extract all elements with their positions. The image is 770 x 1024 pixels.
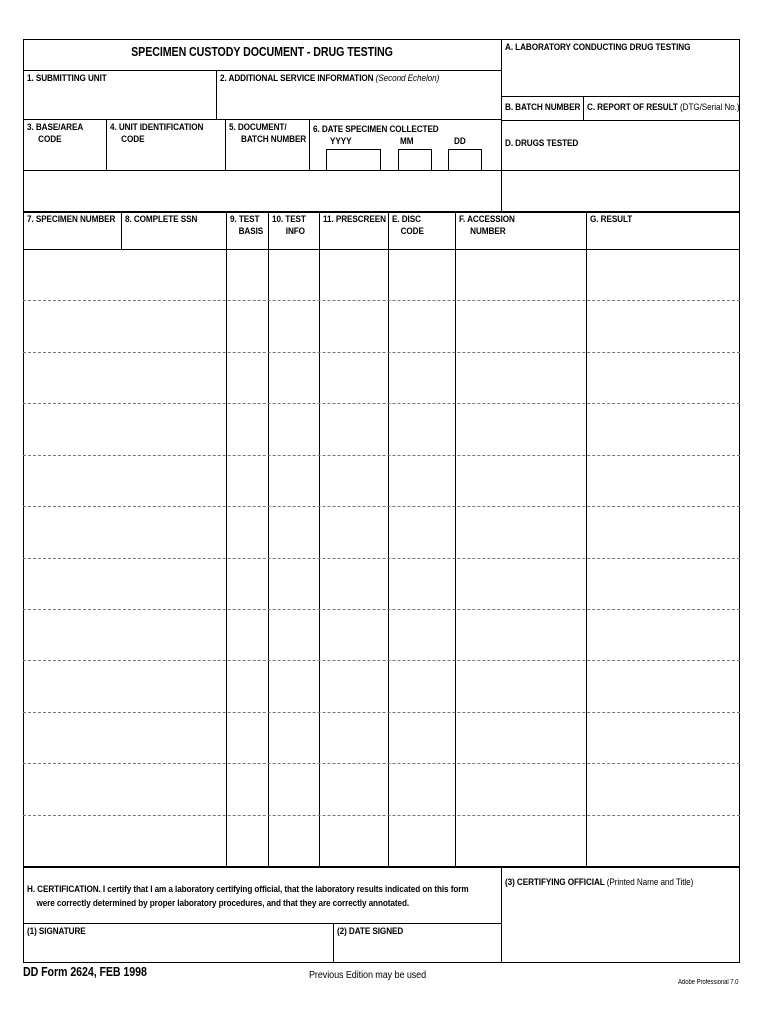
prescreen-cell[interactable] xyxy=(320,507,388,556)
col-f-line1: F. ACCESSION xyxy=(459,214,515,225)
official-field[interactable] xyxy=(502,892,739,962)
prescreen-cell[interactable] xyxy=(320,301,388,350)
specimen-ssn-cell[interactable] xyxy=(24,610,226,659)
test-info-cell[interactable] xyxy=(269,816,319,865)
test-basis-cell[interactable] xyxy=(227,816,268,865)
signature-label: (1) SIGNATURE xyxy=(27,926,86,937)
prescreen-cell[interactable] xyxy=(320,456,388,505)
col-e-header xyxy=(392,214,424,238)
field-5-line1: 5. DOCUMENT/ xyxy=(229,122,287,133)
field-c-note: (DTG/Serial No.) xyxy=(680,102,740,113)
date-signed-field[interactable] xyxy=(334,940,500,962)
disc-code-cell[interactable] xyxy=(389,250,455,299)
col-10-header xyxy=(272,214,306,238)
result-cell[interactable] xyxy=(587,610,739,659)
result-cell[interactable] xyxy=(587,353,739,402)
specimen-ssn-cell[interactable] xyxy=(24,404,226,453)
result-cell[interactable] xyxy=(587,764,739,813)
test-info-cell[interactable] xyxy=(269,610,319,659)
field-6-label: 6. DATE SPECIMEN COLLECTED xyxy=(313,124,439,135)
field-b-label: B. BATCH NUMBER xyxy=(505,102,581,113)
field-a-label: A. LABORATORY CONDUCTING DRUG TESTING xyxy=(505,42,691,53)
col-e-line2: CODE xyxy=(400,226,424,237)
test-basis-cell[interactable] xyxy=(227,764,268,813)
prescreen-cell[interactable] xyxy=(320,559,388,608)
test-info-cell[interactable] xyxy=(269,250,319,299)
col-11-header: 11. PRESCREEN xyxy=(323,214,386,225)
submitting-unit-field[interactable] xyxy=(24,86,215,118)
specimen-ssn-cell[interactable] xyxy=(24,301,226,350)
official-title: (3) CERTIFYING OFFICIAL xyxy=(505,877,605,888)
col-9-header xyxy=(230,214,263,238)
accession-number-cell[interactable] xyxy=(456,301,586,350)
prescreen-cell[interactable] xyxy=(320,404,388,453)
test-basis-cell[interactable] xyxy=(227,713,268,762)
col-8-header: 8. COMPLETE SSN xyxy=(125,214,198,225)
field-c-label xyxy=(587,102,739,114)
col-g-header: G. RESULT xyxy=(590,214,633,225)
specimen-ssn-cell[interactable] xyxy=(24,507,226,556)
disc-code-cell[interactable] xyxy=(389,301,455,350)
result-cell[interactable] xyxy=(587,661,739,710)
test-basis-cell[interactable] xyxy=(227,250,268,299)
official-label xyxy=(505,877,693,889)
accession-number-cell[interactable] xyxy=(456,250,586,299)
result-cell[interactable] xyxy=(587,713,739,762)
field-1-label: 1. SUBMITTING UNIT xyxy=(27,73,107,84)
disc-code-cell[interactable] xyxy=(389,353,455,402)
field-6-dd-label: DD xyxy=(454,136,466,147)
field-6-yyyy-label: YYYY xyxy=(330,136,352,147)
test-basis-cell[interactable] xyxy=(227,404,268,453)
col-10-line1: 10. TEST xyxy=(272,214,306,225)
field-3-line2: CODE xyxy=(38,134,62,145)
field-6-mm-label: MM xyxy=(400,136,414,147)
software-note: Adobe Professional 7.0 xyxy=(678,979,739,986)
field-2-label xyxy=(220,73,439,85)
test-info-cell[interactable] xyxy=(269,353,319,402)
test-info-cell[interactable] xyxy=(269,559,319,608)
date-mm-box[interactable] xyxy=(398,149,432,171)
result-cell[interactable] xyxy=(587,456,739,505)
accession-number-cell[interactable] xyxy=(456,559,586,608)
specimen-ssn-cell[interactable] xyxy=(24,559,226,608)
col-9-line2: BASIS xyxy=(238,226,264,237)
test-info-cell[interactable] xyxy=(269,456,319,505)
laboratory-field[interactable] xyxy=(502,56,739,95)
accession-number-cell[interactable] xyxy=(456,610,586,659)
certification-line2: were correctly determined by proper laboratory procedures, and that they are correctly annotated. xyxy=(36,898,410,909)
prescreen-cell[interactable] xyxy=(320,353,388,402)
specimen-ssn-cell[interactable] xyxy=(24,456,226,505)
accession-number-cell[interactable] xyxy=(456,456,586,505)
unit-id-code-field[interactable] xyxy=(107,148,224,169)
prescreen-cell[interactable] xyxy=(320,610,388,659)
disc-code-cell[interactable] xyxy=(389,713,455,762)
prescreen-cell[interactable] xyxy=(320,816,388,865)
disc-code-cell[interactable] xyxy=(389,507,455,556)
specimen-ssn-cell[interactable] xyxy=(24,353,226,402)
disc-code-cell[interactable] xyxy=(389,816,455,865)
test-info-cell[interactable] xyxy=(269,507,319,556)
specimen-ssn-cell[interactable] xyxy=(24,764,226,813)
accession-number-cell[interactable] xyxy=(456,764,586,813)
official-note: (Printed Name and Title) xyxy=(606,877,694,888)
test-basis-cell[interactable] xyxy=(227,507,268,556)
disc-code-cell[interactable] xyxy=(389,610,455,659)
specimen-ssn-cell[interactable] xyxy=(24,816,226,865)
field-4-line1: 4. UNIT IDENTIFICATION xyxy=(110,122,204,133)
col-e-line1: E. DISC xyxy=(392,214,421,225)
test-info-cell[interactable] xyxy=(269,301,319,350)
col-f-line2: NUMBER xyxy=(470,226,506,237)
result-cell[interactable] xyxy=(587,507,739,556)
field-5-label xyxy=(229,122,306,146)
specimen-ssn-cell[interactable] xyxy=(24,250,226,299)
date-signed-label: (2) DATE SIGNED xyxy=(337,926,404,937)
result-cell[interactable] xyxy=(587,250,739,299)
disc-code-cell[interactable] xyxy=(389,456,455,505)
field-4-label xyxy=(110,122,203,146)
result-cell[interactable] xyxy=(587,404,739,453)
accession-number-cell[interactable] xyxy=(456,661,586,710)
field-2-note: (Second Echelon) xyxy=(375,73,440,84)
prescreen-cell[interactable] xyxy=(320,250,388,299)
base-area-code-field[interactable] xyxy=(24,148,105,169)
col-f-header xyxy=(459,214,515,238)
specimen-ssn-cell[interactable] xyxy=(24,661,226,710)
col-10-line2: INFO xyxy=(285,226,305,237)
field-4-line2: CODE xyxy=(121,134,145,145)
accession-number-cell[interactable] xyxy=(456,404,586,453)
certification-line1: H. CERTIFICATION. I certify that I am a laboratory certifying official, that the laboratory results indicated on this form xyxy=(27,884,469,895)
test-basis-cell[interactable] xyxy=(227,610,268,659)
date-dd-box[interactable] xyxy=(448,149,482,171)
blank-info-field[interactable] xyxy=(24,171,500,210)
accession-number-cell[interactable] xyxy=(456,507,586,556)
certification-text xyxy=(27,884,469,910)
document-batch-field[interactable] xyxy=(226,148,308,169)
field-3-line1: 3. BASE/AREA xyxy=(27,122,84,133)
field-d-label: D. DRUGS TESTED xyxy=(505,138,579,149)
test-info-cell[interactable] xyxy=(269,764,319,813)
test-basis-cell[interactable] xyxy=(227,559,268,608)
field-3-label xyxy=(27,122,83,146)
signature-field[interactable] xyxy=(24,940,332,962)
test-basis-cell[interactable] xyxy=(227,456,268,505)
col-9-line1: 9. TEST xyxy=(230,214,260,225)
field-5-line2: BATCH NUMBER xyxy=(241,134,307,145)
result-cell[interactable] xyxy=(587,301,739,350)
field-c-title: C. REPORT OF RESULT xyxy=(587,102,678,113)
result-cell[interactable] xyxy=(587,559,739,608)
field-2-title: 2. ADDITIONAL SERVICE INFORMATION xyxy=(220,73,374,84)
test-basis-cell[interactable] xyxy=(227,353,268,402)
disc-code-cell[interactable] xyxy=(389,764,455,813)
accession-number-cell[interactable] xyxy=(456,713,586,762)
previous-edition-note: Previous Edition may be used xyxy=(309,969,427,981)
accession-number-cell[interactable] xyxy=(456,816,586,865)
prescreen-cell[interactable] xyxy=(320,661,388,710)
additional-service-field[interactable] xyxy=(217,86,500,118)
drugs-tested-field[interactable] xyxy=(502,152,739,210)
disc-code-cell[interactable] xyxy=(389,661,455,710)
col-7-header: 7. SPECIMEN NUMBER xyxy=(27,214,116,225)
test-basis-cell[interactable] xyxy=(227,661,268,710)
test-basis-cell[interactable] xyxy=(227,301,268,350)
form-number: DD Form 2624, FEB 1998 xyxy=(23,964,147,979)
result-cell[interactable] xyxy=(587,816,739,865)
test-info-cell[interactable] xyxy=(269,404,319,453)
specimen-ssn-cell[interactable] xyxy=(24,713,226,762)
disc-code-cell[interactable] xyxy=(389,404,455,453)
disc-code-cell[interactable] xyxy=(389,559,455,608)
prescreen-cell[interactable] xyxy=(320,713,388,762)
date-yyyy-box[interactable] xyxy=(326,149,381,171)
prescreen-cell[interactable] xyxy=(320,764,388,813)
test-info-cell[interactable] xyxy=(269,661,319,710)
page-title: SPECIMEN CUSTODY DOCUMENT - DRUG TESTING xyxy=(131,44,393,59)
accession-number-cell[interactable] xyxy=(456,353,586,402)
test-info-cell[interactable] xyxy=(269,713,319,762)
